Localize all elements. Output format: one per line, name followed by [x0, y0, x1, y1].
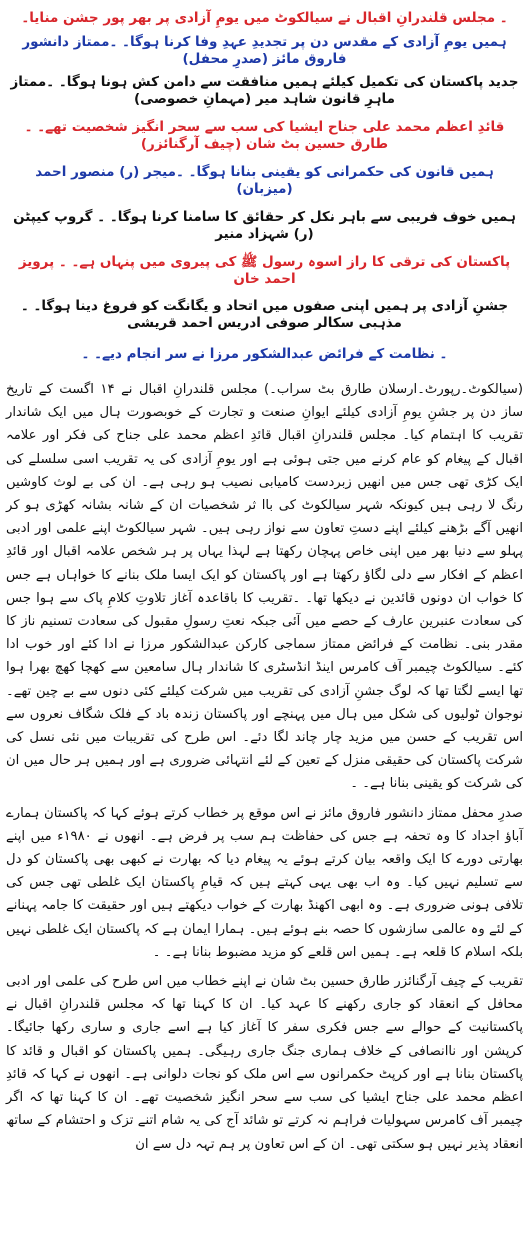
headline-text: ۔ مجلس قلندرانِ اقبال نے سیالکوٹ میں یومِ آزادی پر بھر پور جشن منایا۔: [21, 9, 508, 26]
headline-6: [6, 204, 523, 248]
headline-text: قائدِ اعظم محمد علی جناح ایشیا کی سب سے سحر انگیز شخصیت تھے۔ ۔طارق حسین بٹ شان (چیف آرگنائزر): [24, 119, 505, 152]
paragraph-report: (سیالکوٹ۔رپورٹ۔ارسلان طارق بٹ سراب۔) مجلس قلندرانِ اقبال نے ۱۴ اگست کے تاریخ ساز دن پر جشنِ یومِ آزادی کیلئے ایوانِ صنعت و تجارت کے خوبصورت ہال میں ایک شاندار تقریب کا اہتمام کیا۔ مجلس قلندرانِ اقبال قائدِ اعظم محمد علی جناح کی فکر اور علامہ اقبال کے پیغام کو عام کرنے میں جتی ہوئی ہے اور یومِ آزادی کی یہ تقریب اسی سلسلے کی ایک کڑی تھی جس میں انھیں زبردست کامیابی نصیب ہو رہی ہے۔ ان کی بے لوث کاوشیں رنگ لا رہی ہیں کیونکہ شہر سیالکوٹ کی باا ثر شخصیات ان کے شانہ بشانہ کھڑی ہو کر انھیں آگے بڑھنے کیلئے اپنے دستِ تعاون سے نواز رہی ہیں۔ شہر سیالکوٹ اپنے علمی اور ادبی پہلو سے دنیا بھر میں اپنی خاص پہچان رکھتا ہے لہذا یہاں پر ہر شخص علامہ اقبال اور قائدِ اعظم کے افکار سے دلی لگاؤ رکھتا ہے اور پاکستان کو ایک ایسا ملک بنانے کا خواہاں ہے جس کا خواب ان دونوں قائدین نے دیکھا تھا۔ ۔تقریب کا باقاعدہ آغاز تلاوتِ کلامِ پاک سے ہوا جس کی سعادت عنبرین عارف کے حصے میں آئی جبکہ نعتِ رسولِ مقبول کی سعادت تسنیم ناز کا مقدر بنی۔ نظامت کے فرائض ممتاز سماجی کارکن عبدالشکور مرزا نے ادا کئے اور خوب ادا کئے۔ سیالکوٹ چیمبر آف کامرس اینڈ انڈسٹری کا شاندار ہال سامعین سے کھچا کھچ بھرا ہوا تھا ایسے لگتا تھا کہ لوگ جشنِ آزادی کی تقریب میں شرکت کیلئے کئی دنوں سے بے چین تھے۔ نوجوان ٹولیوں کی شکل میں ہال میں پہنچے اور پاکستان زندہ باد کے فلک شگاف نعروں سے اس تقریب کے حسن میں مزید چار چاند لگا دئے۔ اس طرح کی تقریبات میں نئی نسل کی شرکت پاکستان کی حقیقی منزل کے تعین کے لئے انتہائی ضروری ہے اور ہمیں ہر حال میں ان کی شرکت کو یقینی بنانا ہے۔ ۔: [6, 382, 523, 792]
paragraph-farooq-maiz: صدرِ محفل ممتاز دانشور فاروق مائز نے اس موقع پر خطاب کرتے ہوئے کہا کہ پاکستان ہمارے آباؤ اجداد کا وہ تحفہ ہے جس کی حفاظت ہم سب پر فرض ہے۔ انھوں نے ۱۹۸۰ء میں اپنے بھارتی دورے کا ایک واقعہ بیان کرتے ہوئے یہ پیغام دیا کہ بھارت نے کبھی بھی پاکستان کو دل سے تسلیم نہیں کیا۔ وہ اب بھی یہی کہتے ہیں کہ قیامِ پاکستان ایک غلطی تھی جس کی تلافی ہونی ضروری ہے۔ وہ ابھی اکھنڈ بھارت کے خواب دیکھتے ہیں اور حقیقت کا جامہ پہنانے کے لئے وہ عالمی سازشوں کا حصہ بنے ہوئے ہیں۔ ہمارا ایمان ہے کہ پاکستان ایک غلطی نہیں بلکہ اسلام کا قلعہ ہے۔ ہمیں اس قلعے کو مزید مضبوط بنانا ہے۔ ۔: [6, 805, 523, 960]
article-body: [6, 378, 523, 1156]
headline-9: [6, 336, 523, 372]
paragraph-tariq-butt: تقریب کے چیف آرگنائزر طارق حسین بٹ شان نے اپنے خطاب میں اس طرح کی علمی اور ادبی محافل کے انعقاد کو جاری رکھنے کا عہد کیا۔ ان کا کہنا تھا کہ مجلس قلندرانِ اقبال نے پاکستانیت کے حوالے سے جس فکری سفر کا آغاز کیا ہے اسے جاری و ساری رکھا جائیگا۔ کرپشن اور ناانصافی کے خلاف ہماری جنگ جاری رہیگی۔ ہمیں پاکستان کو اقبال و قائد کا پاکستان بنانا ہے اور کرپٹ حکمرانوں سے اس ملک کو نجات دلوانی ہے۔ انھوں نے کہا کہ قائدِ اعظم محمد علی جناح ایشیا کی سب سے سحر انگیز شخصیت تھے۔ ان کا کہنا تھا کہ اگر چیمبر آف کامرس سہولیات فراہم نہ کرتے تو شائد آج کی یہ شام اتنے تزک و احتشام کے ساتھ انعقاد پذیر نہیں ہو سکتی تھی۔ ان کے اس تعاون پر ہم تہہ دل سے ان: [6, 974, 523, 1152]
headline-text: پاکستان کی ترقی کا راز اسوہ رسول ﷺ کی پیروی میں پنہاں ہے۔ ۔ پرویز احمد خان: [18, 254, 511, 287]
headline-2: [6, 34, 523, 68]
headline-text: جشنِ آزادی پر ہمیں اپنی صفوں میں اتحاد و یگانگت کو فروغ دینا ہوگا۔ ۔ مذہبی سکالر صوفی ادریس احمد قریشی: [20, 298, 509, 331]
headline-text: ہمیں قانون کی حکمرانی کو یقینی بنانا ہوگا۔ ۔میجر (ر) منصور احمد (میزبان): [35, 164, 494, 197]
headline-8: [6, 294, 523, 336]
headline-text: ہمیں یومِ آزادی کے مقدس دن پر تجدیدِ عہدِ وفا کرنا ہوگا۔ ۔ممتاز دانشور فاروق مائز (صدرِ محفل): [22, 34, 507, 67]
headline-text: ۔ نظامت کے فرائض عبدالشکور مرزا نے سر انجام دیے۔ ۔: [81, 345, 448, 362]
headline-text: جدید پاکستان کی تکمیل کیلئے ہمیں منافقت سے دامن کش ہونا ہوگا۔ ۔ممتاز ماہرِ قانون شاہد میر (مہمانِ خصوصی): [10, 74, 519, 107]
headline-1: [6, 2, 523, 34]
headline-7: [6, 248, 523, 294]
headline-4: [6, 114, 523, 158]
headline-3: [6, 68, 523, 114]
headlines-block: [6, 2, 523, 372]
headline-text: ہمیں خوف فریبی سے باہر نکل کر حقائق کا سامنا کرنا ہوگا۔ ۔ گروپ کیپٹن (ر) شہزاد منیر: [13, 209, 516, 242]
headline-5: [6, 158, 523, 204]
